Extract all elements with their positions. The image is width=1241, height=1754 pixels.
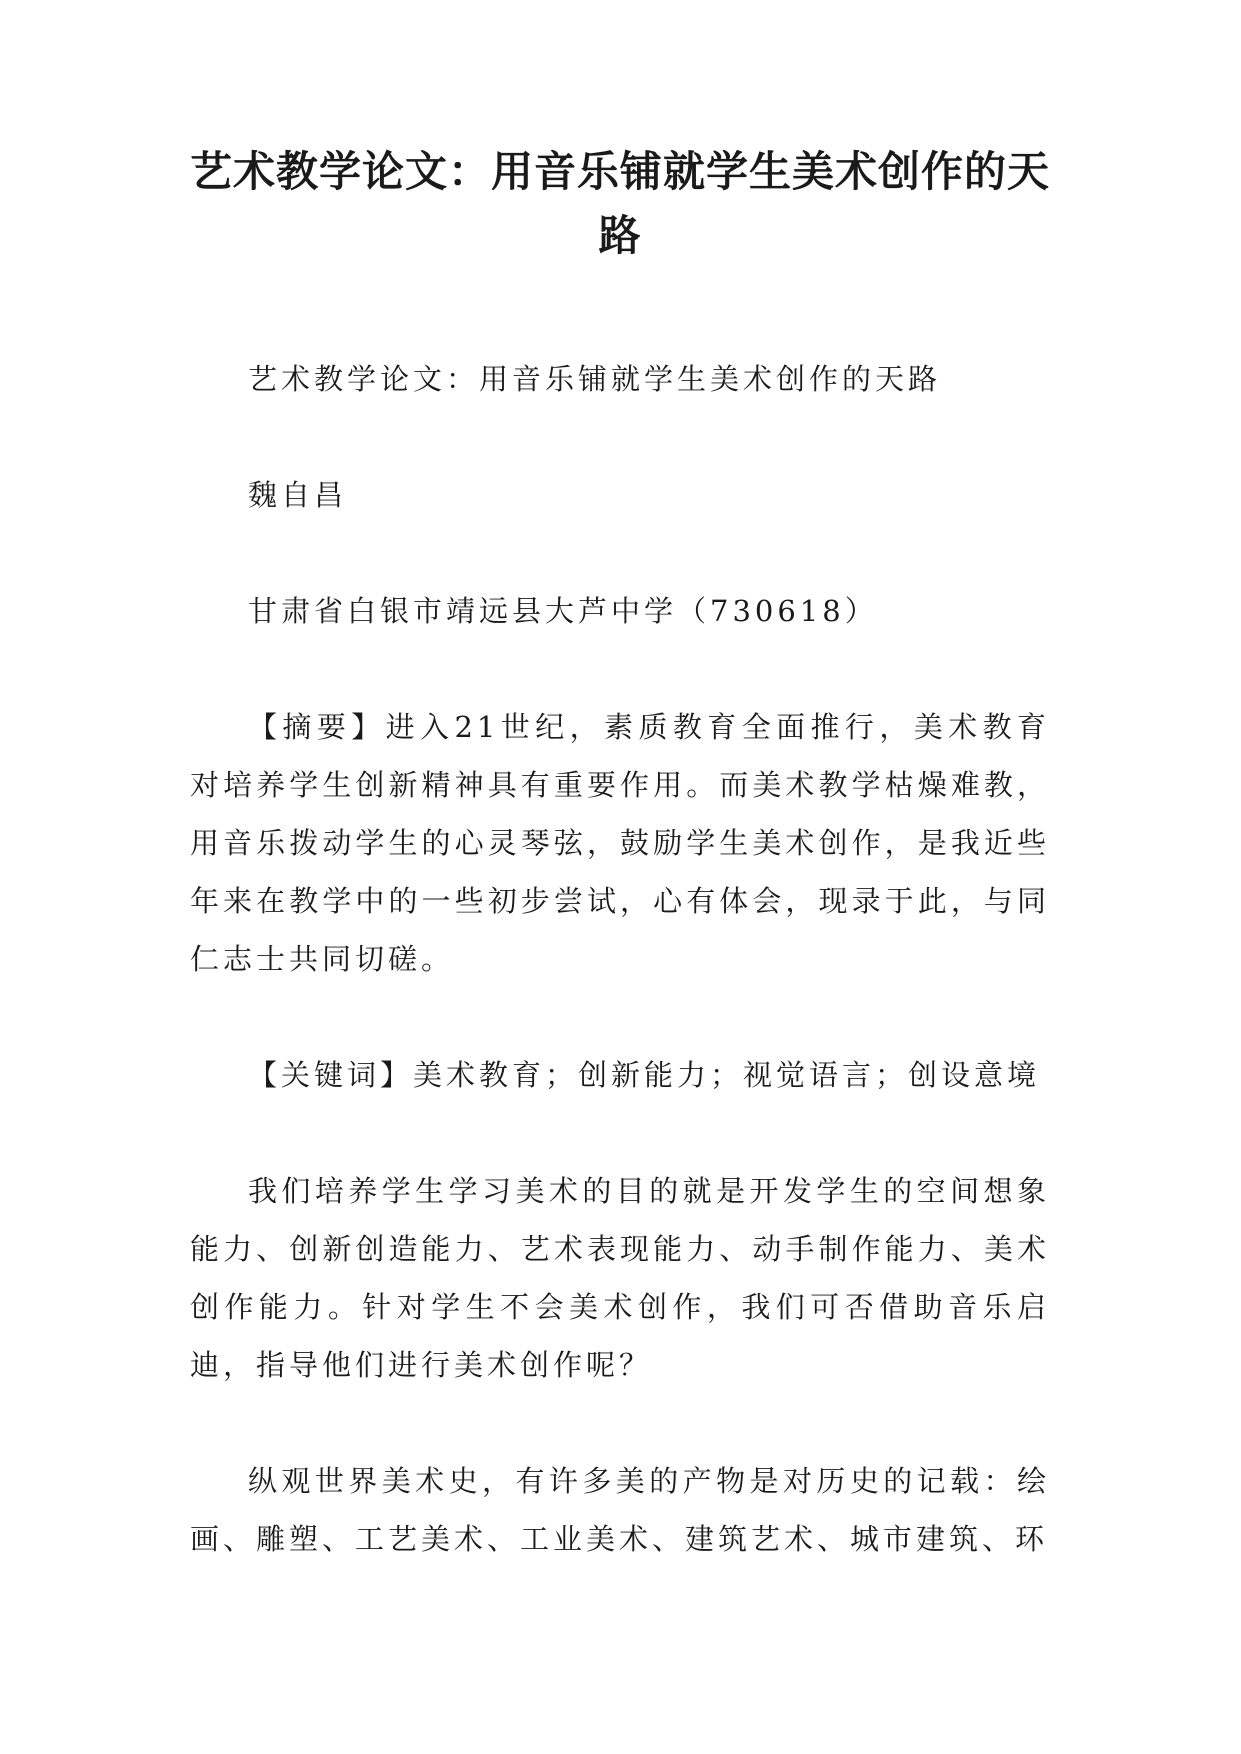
body-paragraph-2: 纵观世界美术史，有许多美的产物是对历史的记载：绘画、雕塑、工艺美术、工业美术、建筑艺术、城市建筑、环 [190, 1464, 1050, 1556]
document-page [190, 140, 1050, 1626]
author-name: 魏自昌 [248, 478, 348, 512]
document-title: 艺术教学论文：用音乐铺就学生美术创作的天路 [190, 147, 1051, 260]
body-paragraph-1: 我们培养学生学习美术的目的就是开发学生的空间想象能力、创新创造能力、艺术表现能力、动手制作能力、美术创作能力。针对学生不会美术创作，我们可否借助音乐启迪，指导他们进行美术创作呢？ [190, 1174, 1050, 1382]
abstract-paragraph: 【摘要】进入21世纪，素质教育全面推行，美术教育对培养学生创新精神具有重要作用。而美术教学枯燥难教，用音乐拨动学生的心灵琴弦，鼓励学生美术创作，是我近些年来在教学中的一些初步尝试，心有体会，现录于此，与同仁志士共同切磋。 [190, 710, 1050, 976]
subtitle-paragraph: 艺术教学论文：用音乐铺就学生美术创作的天路 [248, 362, 942, 396]
author-affiliation: 甘肃省白银市靖远县大芦中学（730618） [248, 594, 878, 628]
keywords-paragraph: 【关键词】美术教育；创新能力；视觉语言；创设意境 [248, 1058, 1041, 1092]
